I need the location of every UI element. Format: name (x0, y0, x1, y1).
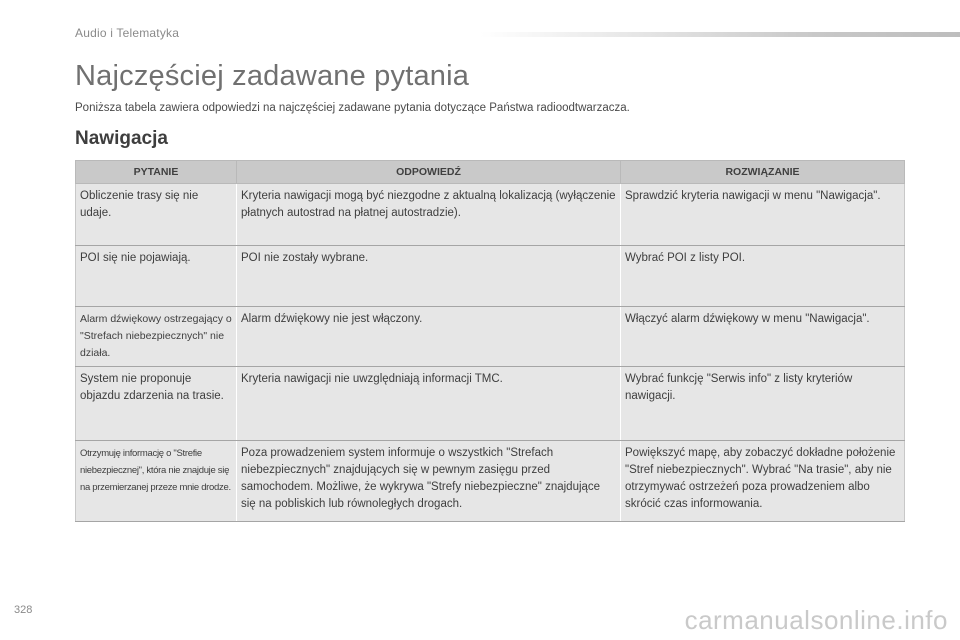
column-header-answer: ODPOWIEDŹ (237, 161, 621, 184)
answer-cell: POI nie zostały wybrane. (237, 246, 621, 307)
answer-cell: Poza prowadzeniem system informuje o wszystkich "Strefach niebezpiecznych" znajdujących się w pewnym zasięgu przed samochodem. Możliwe, że wykrywa "Strefy niebezpieczne" znajdujące się na pobliskich lub równoległych drogach. (237, 441, 621, 522)
answer-cell: Kryteria nawigacji nie uwzględniają informacji TMC. (237, 367, 621, 441)
solution-cell: Włączyć alarm dźwiękowy w menu "Nawigacja". (621, 307, 905, 367)
page-number: 328 (14, 604, 33, 616)
solution-cell: Sprawdzić kryteria nawigacji w menu "Nawigacja". (621, 184, 905, 246)
question-cell: Alarm dźwiękowy ostrzegający o "Strefach niebezpiecznych" nie działa. (76, 307, 237, 367)
table-row (76, 307, 905, 367)
column-header-solution: ROZWIĄZANIE (621, 161, 905, 184)
table-row (76, 367, 905, 441)
answer-cell: Kryteria nawigacji mogą być niezgodne z aktualną lokalizacją (wyłączenie płatnych autostrad na płatnej autostradzie). (237, 184, 621, 246)
intro-text: Poniższa tabela zawiera odpowiedzi na najczęściej zadawane pytania dotyczące Państwa radioodtwarzacza. (75, 102, 630, 114)
solution-cell: Powiększyć mapę, aby zobaczyć dokładne położenie "Stref niebezpiecznych". Wybrać "Na trasie", aby nie otrzymywać ostrzeżeń poza prowadzeniem albo skrócić czas informowania. (621, 441, 905, 522)
watermark-text: carmanualsonline.info (684, 605, 948, 635)
question-cell: Otrzymuję informację o "Strefie niebezpiecznej", która nie znajduje się na przemierzanej przeze mnie drodze. (76, 441, 237, 522)
solution-cell: Wybrać funkcję "Serwis info" z listy kryteriów nawigacji. (621, 367, 905, 441)
question-cell: POI się nie pojawiają. (76, 246, 237, 307)
table-row (76, 246, 905, 307)
table-row (76, 184, 905, 246)
table-header-row (76, 161, 905, 184)
question-cell: System nie proponuje objazdu zdarzenia na trasie. (76, 367, 237, 441)
table-row (76, 441, 905, 522)
solution-cell: Wybrać POI z listy POI. (621, 246, 905, 307)
section-header: Audio i Telematyka (75, 26, 180, 40)
column-header-question: PYTANIE (76, 161, 237, 184)
faq-table (75, 160, 905, 522)
page-title: Najczęściej zadawane pytania (75, 60, 470, 92)
question-cell: Obliczenie trasy się nie udaje. (76, 184, 237, 246)
answer-cell: Alarm dźwiękowy nie jest włączony. (237, 307, 621, 367)
section-title: Nawigacja (75, 128, 168, 149)
header-decorative-bar (480, 32, 960, 37)
